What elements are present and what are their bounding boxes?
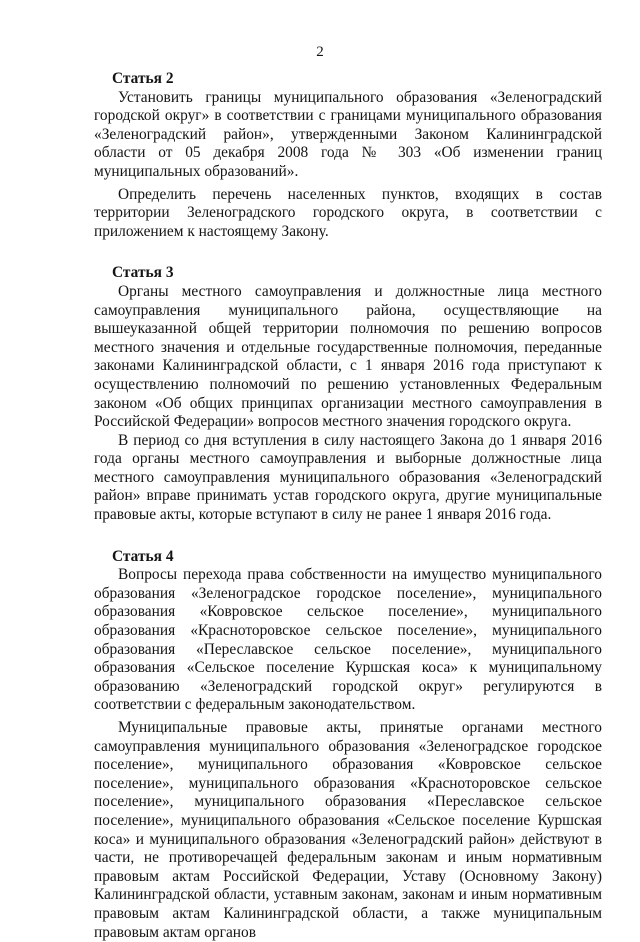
article-heading: Статья 2 bbox=[112, 70, 174, 87]
paragraph: Установить границы муниципального образования «Зеленоградский городской округ» в соответствии с границами муниципального образования «Зеленоградский район», утвержденными Законом Калининградской области от 05 декабря 2008 года № 303 «Об изменении границ муниципальных образований». bbox=[94, 88, 602, 180]
paragraph: Муниципальные правовые акты, принятые органами местного самоуправления муниципального образования «Зеленоградское городское поселение», муниципального образования «Ковровское сельское поселение», муниципального образования «Красноторовское сельское поселение», муниципального образования «Переславское сельское поселение», муниципального образования «Сельское поселение Куршская коса» и муниципального образования «Зеленоградский район» действуют в части, не противоречащей федеральным законам и иным нормативным правовым актам Российской Федерации, Уставу (Основному Закону) Калининградской области, уставным законам, законам и иным нормативным правовым актам Калининградской области, а также муниципальным правовым актам органов bbox=[94, 719, 602, 941]
article-2 bbox=[94, 70, 602, 241]
paragraph: В период со дня вступления в силу настоящего Закона до 1 января 2016 года органы местного самоуправления и выборные должностные лица местного самоуправления муниципального образования «Зеленоградский район» вправе принимать устав городского округа, другие муниципальные правовые акты, которые вступают в силу не ранее 1 января 2016 года. bbox=[94, 431, 602, 524]
paragraph: Органы местного самоуправления и должностные лица местного самоуправления муниципального района, осуществляющие на вышеуказанной общей территории полномочия по решению вопросов местного значения и отдельные государственные полномочия, переданные законами Калининградской области, с 1 января 2016 года приступают к осуществлению полномочий по решению установленных Федеральным законом «Об общих принципах организации местного самоуправления в Российской Федерации» вопросов местного значения городского округа. bbox=[94, 282, 602, 431]
article-heading: Статья 3 bbox=[112, 264, 174, 282]
page-number: 2 bbox=[316, 44, 324, 60]
article-3 bbox=[94, 264, 602, 524]
article-heading: Статья 4 bbox=[112, 547, 174, 565]
paragraph: Определить перечень населенных пунктов, входящих в состав территории Зеленоградского городского округа, в соответствии с приложением к настоящему Закону. bbox=[94, 185, 602, 240]
document-body bbox=[94, 70, 602, 942]
article-4 bbox=[94, 548, 602, 942]
paragraph: Вопросы перехода права собственности на имущество муниципального образования «Зеленоградское городское поселение», муниципального образования «Ковровское сельское поселение», муниципального образования «Красноторовское сельское поселение», муниципального образования «Переславское сельское поселение», муниципального образования «Сельское поселение Куршская коса» к муниципальному образованию «Зеленоградский городской округ» регулируются в соответствии с федеральным законодательством. bbox=[94, 566, 602, 714]
